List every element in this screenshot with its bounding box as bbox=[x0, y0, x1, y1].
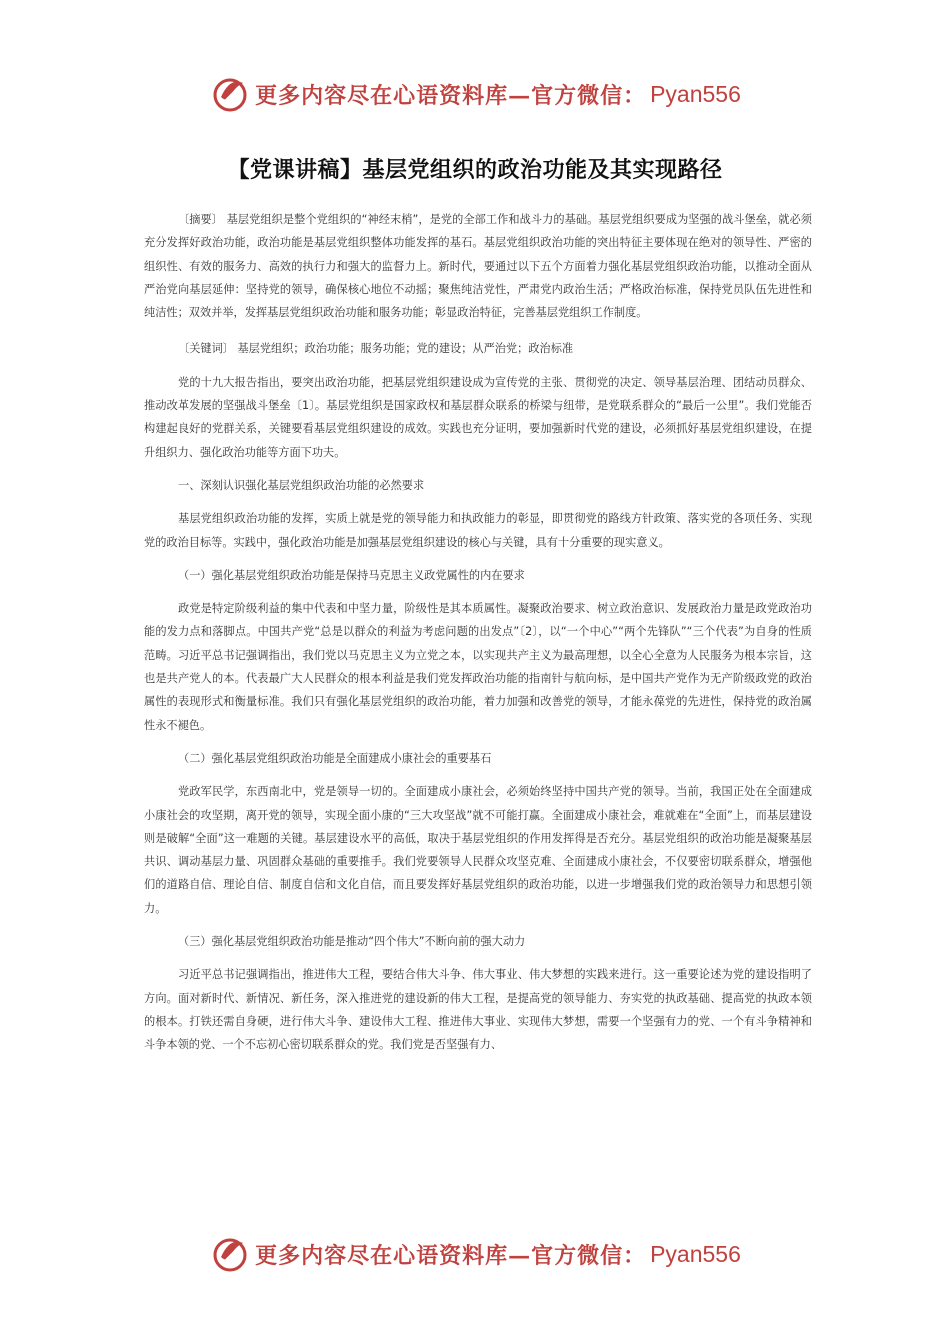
banner-wechat-id: Pyan556 bbox=[650, 1240, 741, 1267]
banner-wechat-id: Pyan556 bbox=[650, 80, 741, 107]
header-watermark-banner bbox=[0, 70, 950, 118]
paragraph-4: 党政军民学，东西南北中，党是领导一切的。全面建成小康社会，必须始终坚持中国共产党的领导。当前，我国正处在全面建成小康社会的攻坚期，离开党的领导，实现全面小康的“三大攻坚战”就不可能打赢。全面建成小康社会，难就难在“全面”上，而基层建设则是破解“全面”这一难题的关键。基层建设水平的高低，取决于基层党组织的作用发挥得是否充分。基层党组织的政治功能是凝聚基层共识、调动基层力量、巩固群众基础的重要推手。我们党要领导人民群众攻坚克难、全面建成小康社会，不仅要密切联系群众，增强他们的道路自信、理论自信、制度自信和文化自信，而且要发挥好基层党组织的政治功能，以进一步增强我们党的政治领导力和思想引领力。 bbox=[144, 785, 812, 915]
paragraph-5: 习近平总书记强调指出，推进伟大工程，要结合伟大斗争、伟大事业、伟大梦想的实践来进行。这一重要论述为党的建设指明了方向。面对新时代、新情况、新任务，深入推进党的建设新的伟大工程，是提高党的领导能力、夯实党的执政基础、提高党的执政本领的根本。打铁还需自身硬，进行伟大斗争、建设伟大工程、推进伟大事业、实现伟大梦想，需要一个坚强有力的党、一个有斗争精神和斗争本领的党、一个不忘初心密切联系群众的党。我们党是否坚强有力、 bbox=[144, 968, 812, 1052]
subsection-heading-1: （一）强化基层党组织政治功能是保持马克思主义政党属性的内在要求 bbox=[178, 568, 525, 582]
section-heading-1: 一、深刻认识强化基层党组织政治功能的必然要求 bbox=[178, 478, 425, 492]
subsection-heading-2: （二）强化基层党组织政治功能是全面建成小康社会的重要基石 bbox=[178, 751, 492, 765]
banner-text: 更多内容尽在心语资料库—官方微信： bbox=[255, 82, 647, 109]
paragraph-3: 政党是特定阶级利益的集中代表和中坚力量，阶级性是其本质属性。凝聚政治要求、树立政治意识、发展政治力量是政党政治功能的发力点和落脚点。中国共产党“总是以群众的利益为考虑问题的出发点”〔2〕，以“一个中心”“两个先锋队”“三个代表”为自身的性质范畴。习近平总书记强调指出，我们党以马克思主义为立党之本，以实现共产主义为最高理想，以全心全意为人民服务为根本宗旨，这也是共产党人的本。代表最广大人民群众的根本利益是我们党发挥政治功能的指南针与航向标，是中国共产党作为无产阶级政党的政治属性的表现形式和衡量标准。我们只有强化基层党组织的政治功能，着力加强和改善党的领导，才能永葆党的先进性，保持党的政治属性永不褪色。 bbox=[144, 602, 812, 732]
keywords-line: 〔关键词〕 基层党组织；政治功能；服务功能；党的建设；从严治党；政治标准 bbox=[178, 342, 574, 356]
footer-watermark-banner bbox=[0, 1230, 950, 1278]
brand-logo-icon bbox=[209, 1233, 251, 1275]
intro-paragraph: 党的十九大报告指出，要突出政治功能，把基层党组织建设成为宣传党的主张、贯彻党的决定、领导基层治理、团结动员群众、推动改革发展的坚强战斗堡垒〔1〕。基层党组织是国家政权和基层群众联系的桥梁与纽带，是党联系群众的“最后一公里”。我们党能否构建起良好的党群关系，关键要看基层党组织建设的成效。实践也充分证明，要加强新时代党的建设，必须抓好基层党组织建设，在提升组织力、强化政治功能等方面下功夫。 bbox=[144, 375, 812, 459]
document-body bbox=[144, 208, 812, 1057]
brand-logo-icon bbox=[209, 73, 251, 115]
document-title: 【党课讲稿】基层党组织的政治功能及其实现路径 bbox=[227, 157, 723, 183]
subsection-heading-3: （三）强化基层党组织政治功能是推动“四个伟大”不断向前的强大动力 bbox=[178, 935, 526, 949]
abstract-paragraph: 〔摘要〕 基层党组织是整个党组织的“神经末梢”，是党的全部工作和战斗力的基础。基层党组织要成为坚强的战斗堡垒，就必须充分发挥好政治功能，政治功能是基层党组织整体功能发挥的基石。基层党组织政治功能的突出特征主要体现在绝对的领导性、严密的组织性、有效的服务力、高效的执行力和强大的监督力上。新时代，要通过以下五个方面着力强化基层党组织政治功能，以推动全面从严治党向基层延伸：坚持党的领导，确保核心地位不动摇；聚焦纯洁党性，严肃党内政治生活；严格政治标准，保持党员队伍先进性和纯洁性；双效并举，发挥基层党组织政治功能和服务功能；彰显政治特征，完善基层党组织工作制度。 bbox=[144, 213, 812, 320]
paragraph-2: 基层党组织政治功能的发挥，实质上就是党的领导能力和执政能力的彰显，即贯彻党的路线方针政策、落实党的各项任务、实现党的政治目标等。实践中，强化政治功能是加强基层党组织建设的核心与关键，具有十分重要的现实意义。 bbox=[144, 512, 812, 549]
banner-text: 更多内容尽在心语资料库—官方微信： bbox=[255, 1242, 647, 1269]
